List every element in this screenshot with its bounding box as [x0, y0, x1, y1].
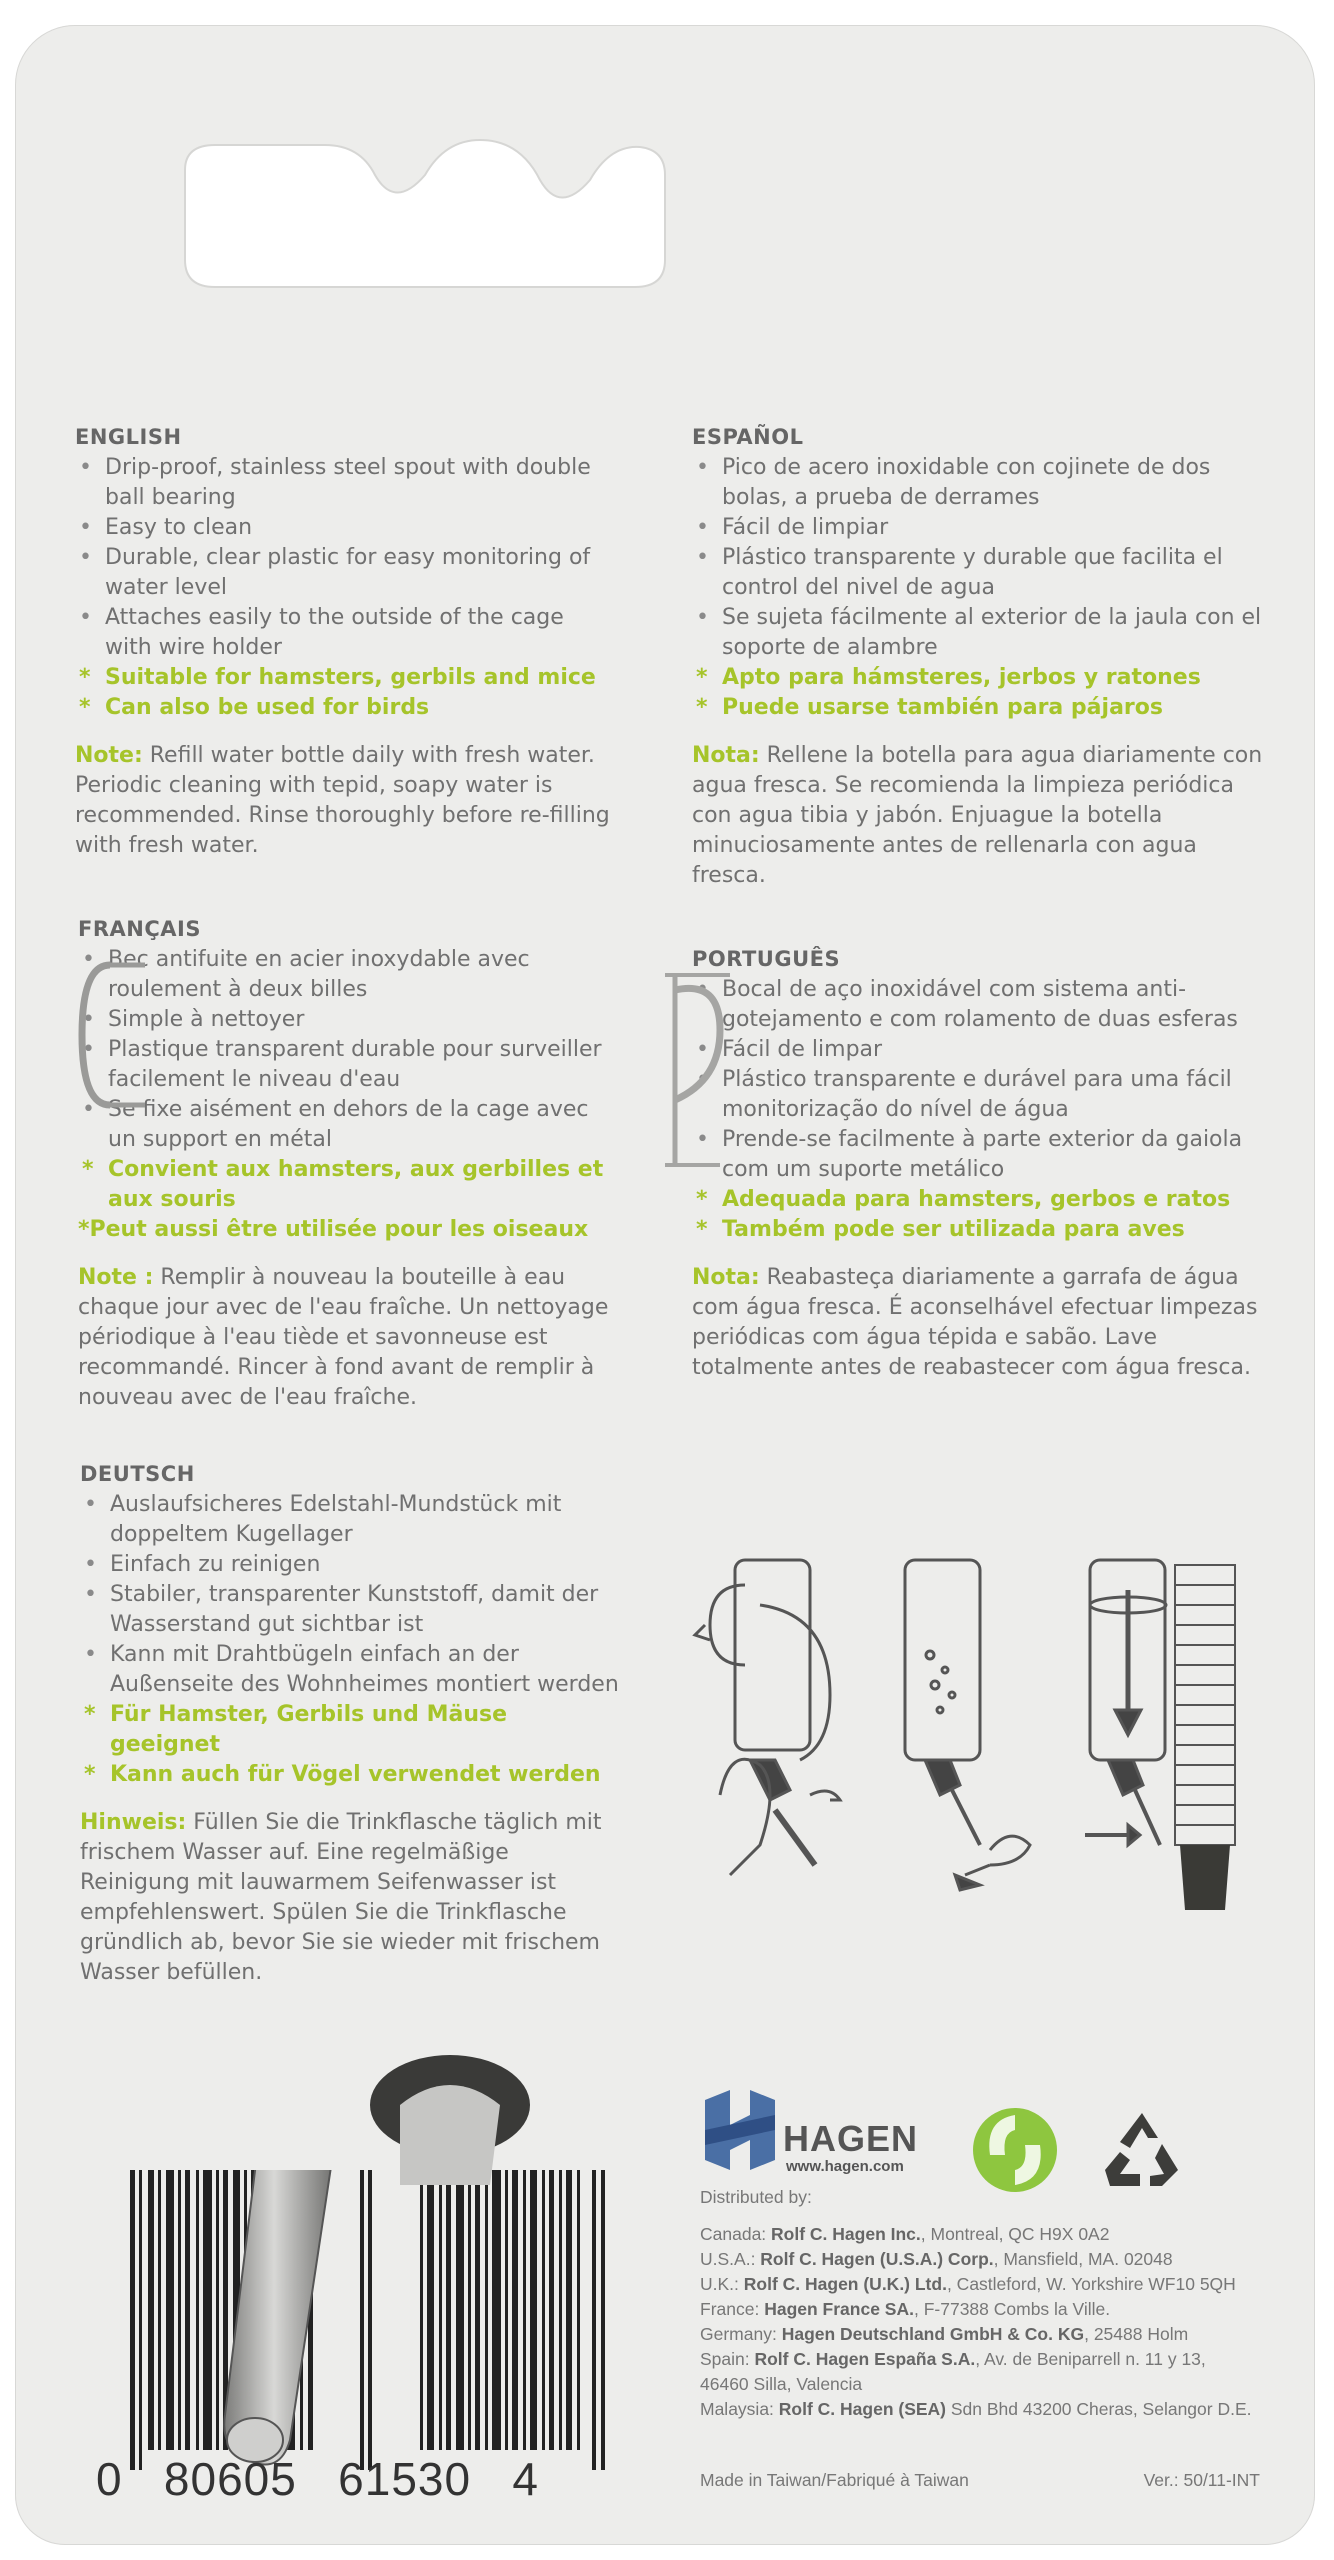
- list-item: • Bocal de aço inoxidável com sistema anti-gotejamento e com rolamento de duas esferas: [692, 975, 1272, 1035]
- heading-portugues: PORTUGUÊS: [692, 947, 841, 971]
- bottle-shape-2: [905, 1560, 980, 1760]
- heading-deutsch: DEUTSCH: [80, 1462, 195, 1486]
- distributor-row: Germany: Hagen Deutschland GmbH & Co. KG, 25488 Holm: [700, 2324, 1189, 2344]
- barcode: [130, 2170, 610, 2470]
- note-label: Hinweis:: [80, 1810, 187, 1835]
- highlight-item: *Peut aussi être utilisée pour les oiseaux: [78, 1217, 589, 1242]
- list-item: • Bec antifuite en acier inoxydable avec roulement à deux billes: [78, 945, 618, 1005]
- section-english: [75, 425, 615, 861]
- highlight-item: * Can also be used for birds: [75, 693, 615, 723]
- made-in-line: [700, 2470, 1260, 2491]
- note-deutsch: [80, 1808, 620, 1988]
- usage-illustration: [690, 1545, 1250, 1935]
- list-item: • Auslaufsicheres Edelstahl-Mundstück mit doppeltem Kugellager: [80, 1490, 620, 1550]
- section-francais: [78, 917, 618, 1413]
- highlight-item: * Convient aux hamsters, aux gerbilles et aux souris: [78, 1155, 618, 1215]
- distributor-row: U.K.: Rolf C. Hagen (U.K.) Ltd., Castleford, W. Yorkshire WF10 5QH: [700, 2274, 1236, 2294]
- section-portugues: [692, 947, 1272, 1383]
- list-item: • Plastique transparent durable pour surveiller facilement le niveau d'eau: [78, 1035, 618, 1095]
- features-english: [75, 453, 615, 723]
- highlight-item: * Adequada para hamsters, gerbos e ratos: [692, 1185, 1272, 1215]
- note-portugues: [692, 1263, 1272, 1383]
- section-deutsch: [80, 1462, 620, 1988]
- note-text: Remplir à nouveau la bouteille à eau chaque jour avec de l'eau fraîche. Un nettoyage périodique à l'eau tiède et savonneuse est recommandé. Rincer à fond avant de remplir à nouveau avec de l'eau fraîche.: [78, 1265, 609, 1410]
- features-espanol: [692, 453, 1272, 723]
- list-item: • Fácil de limpiar: [692, 513, 1272, 543]
- green-dot-icon: [970, 2105, 1060, 2195]
- list-item: • Kann mit Drahtbügeln einfach an der Außenseite des Wohnheimes montiert werden: [80, 1640, 620, 1700]
- barcode-number: 0 80605 61530 4: [96, 2453, 540, 2505]
- list-item: • Se sujeta fácilmente al exterior de la jaula con el soporte de alambre: [692, 603, 1272, 663]
- highlight-item: * Também pode ser utilizada para aves: [692, 1215, 1272, 1245]
- features-portugues: [692, 975, 1272, 1245]
- brand-url: www.hagen.com: [786, 2158, 904, 2175]
- highlight-item: * Suitable for hamsters, gerbils and mice: [75, 663, 615, 693]
- highlight-item: * Kann auch für Vögel verwendet werden: [80, 1760, 620, 1790]
- list-item: • Pico de acero inoxidable con cojinete de dos bolas, a prueba de derrames: [692, 453, 1272, 513]
- heading-francais: FRANÇAIS: [78, 917, 201, 941]
- note-label: Nota:: [692, 743, 760, 768]
- wire-holder-right: [660, 970, 760, 1170]
- distributor-row: Canada: Rolf C. Hagen Inc., Montreal, QC H9X 0A2: [700, 2224, 1110, 2244]
- spout-top: [360, 2045, 540, 2185]
- hagen-logo-icon: [700, 2085, 780, 2175]
- distributor-row: U.S.A.: Rolf C. Hagen (U.S.A.) Corp., Mansfield, MA. 02048: [700, 2249, 1173, 2269]
- distributor-row: Spain: Rolf C. Hagen España S.A., Av. de Beniparrell n. 11 y 13,: [700, 2349, 1206, 2369]
- bottle-shape-1: [735, 1560, 810, 1750]
- list-item: • Attaches easily to the outside of the cage with wire holder: [75, 603, 615, 663]
- highlight-item: * Für Hamster, Gerbils und Mäuse geeignet: [80, 1700, 620, 1760]
- hang-tab-cutout: [15, 25, 1315, 325]
- note-text: Füllen Sie die Trinkflasche täglich mit frischem Wasser auf. Eine regelmäßige Reinigung mit lauwarmem Seifenwasser ist empfehlenswert. Spülen Sie die Trinkflasche gründlich ab, bevor Sie sie wieder mit frischem Wasser befüllen.: [80, 1810, 602, 1985]
- list-item: • Stabiler, transparenter Kunststoff, damit der Wasserstand gut sichtbar ist: [80, 1580, 620, 1640]
- distributor-row: 46460 Silla, Valencia: [700, 2374, 863, 2394]
- list-item: • Einfach zu reinigen: [80, 1550, 620, 1580]
- features-francais: [78, 945, 618, 1245]
- wire-holder-left: [70, 955, 150, 1125]
- made-in-text: Made in Taiwan/Fabriqué à Taiwan: [700, 2470, 969, 2490]
- list-item: • Drip-proof, stainless steel spout with double ball bearing: [75, 453, 615, 513]
- distribution-info: [700, 2185, 1260, 2422]
- highlight-item: * Apto para hámsteres, jerbos y ratones: [692, 663, 1272, 693]
- distributed-by-label: Distributed by:: [700, 2187, 812, 2207]
- list-item: • Durable, clear plastic for easy monitoring of water level: [75, 543, 615, 603]
- list-item: • Fácil de limpar: [692, 1035, 1272, 1065]
- note-espanol: [692, 741, 1272, 891]
- brand-name: HAGEN: [783, 2118, 919, 2159]
- list-item: • Simple à nettoyer: [78, 1005, 618, 1035]
- note-text: Rellene la botella para agua diariamente con agua fresca. Se recomienda la limpieza periódica con agua tibia y jabón. Enjuague la botella minuciosamente antes de rellenarla con agua fresca.: [692, 743, 1263, 888]
- section-espanol: [692, 425, 1272, 891]
- note-label: Note:: [75, 743, 143, 768]
- list-item: • Se fixe aisément en dehors de la cage avec un support en métal: [78, 1095, 618, 1155]
- distributor-row: Malaysia: Rolf C. Hagen (SEA) Sdn Bhd 43200 Cheras, Selangor D.E.: [700, 2399, 1252, 2419]
- note-english: [75, 741, 615, 861]
- list-item: • Easy to clean: [75, 513, 615, 543]
- list-item: • Prende-se facilmente à parte exterior da gaiola com um suporte metálico: [692, 1125, 1272, 1185]
- recycle-icon: [1100, 2108, 1185, 2193]
- heading-espanol: ESPAÑOL: [692, 425, 804, 449]
- highlight-item: * Puede usarse también para pájaros: [692, 693, 1272, 723]
- list-item: • Plástico transparente e durável para uma fácil monitorização do nível de água: [692, 1065, 1272, 1125]
- note-francais: [78, 1263, 618, 1413]
- heading-english: ENGLISH: [75, 425, 182, 449]
- note-label: Note :: [78, 1265, 154, 1290]
- note-text: Reabasteça diariamente a garrafa de água com água fresca. É aconselhável efectuar limpezas periódicas com água tépida e sabão. Lave totalmente antes de reabastecer com água fresca.: [692, 1265, 1258, 1380]
- note-label: Nota:: [692, 1265, 760, 1290]
- features-deutsch: [80, 1490, 620, 1790]
- distributor-row: France: Hagen France SA., F-77388 Combs la Ville.: [700, 2299, 1111, 2319]
- version-text: Ver.: 50/11-INT: [1143, 2470, 1260, 2490]
- list-item: • Plástico transparente y durable que facilita el control del nivel de agua: [692, 543, 1272, 603]
- note-text: Refill water bottle daily with fresh water. Periodic cleaning with tepid, soapy water is recommended. Rinse thoroughly before re-filling with fresh water.: [75, 743, 610, 858]
